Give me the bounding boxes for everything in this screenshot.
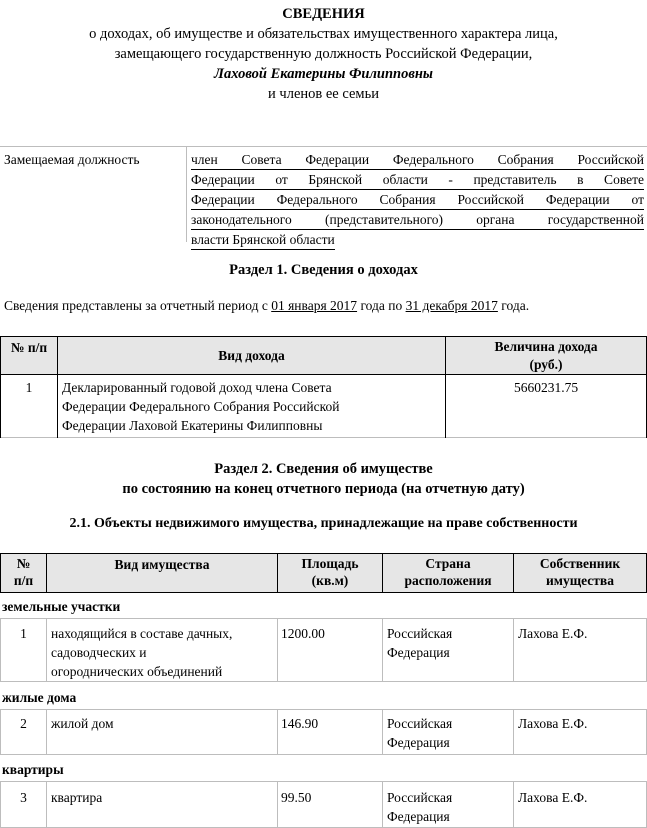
property-type-line: находящийся в составе дачных, <box>51 626 233 641</box>
position-label: Замещаемая должность <box>4 152 140 167</box>
period-suffix: года. <box>497 298 530 313</box>
period-from: 01 января 2017 <box>271 298 358 313</box>
property-row-border <box>0 681 647 682</box>
property-row-border <box>382 618 383 682</box>
property-country-line: Российская <box>387 790 453 805</box>
income-header-amount-line: (руб.) <box>529 357 563 372</box>
property-row-area: 1200.00 <box>281 626 325 641</box>
income-table-border <box>0 374 647 375</box>
property-header-type: Вид имущества <box>114 557 210 572</box>
property-row-border <box>382 781 383 828</box>
property-row-border <box>0 781 647 782</box>
position-value <box>191 150 644 250</box>
property-row-owner: Лахова Е.Ф. <box>518 716 588 731</box>
property-row-border <box>46 781 47 828</box>
income-header-num: № п/п <box>10 340 48 355</box>
income-row-amount: 5660231.75 <box>513 380 579 395</box>
property-row-area: 99.50 <box>281 790 312 805</box>
document-header <box>0 4 647 104</box>
property-country-line: Российская <box>387 626 453 641</box>
period-prefix: Сведения представлены за отчетный период с <box>4 298 272 313</box>
property-row-country <box>387 788 452 826</box>
position-line: Федерации от Брянской области - представитель в Совете <box>191 170 644 190</box>
position-top-border <box>0 146 647 147</box>
property-row-country <box>387 714 452 752</box>
property-header-num <box>1 555 46 589</box>
header-line-1: о доходах, об имуществе и обязательствах имущественного характера лица, <box>89 26 558 42</box>
property-row-border <box>513 781 514 828</box>
income-row-num: 1 <box>25 380 33 395</box>
income-type-line: Декларированный годовой доход члена Совета <box>62 380 332 395</box>
property-header-line: Площадь <box>301 556 359 571</box>
property-header-line: расположения <box>404 573 492 588</box>
property-row-border <box>0 709 647 710</box>
document-title: СВЕДЕНИЯ <box>282 6 365 22</box>
property-row-border <box>46 709 47 755</box>
property-header-line: Страна <box>425 556 471 571</box>
section-2-title-line: Раздел 2. Сведения об имуществе <box>214 461 433 477</box>
income-table-border <box>0 437 647 438</box>
property-row-border <box>382 709 383 755</box>
section-1-title: Раздел 1. Сведения о доходах <box>229 262 418 278</box>
property-type-line: огороднических объединений <box>51 664 223 679</box>
property-header-line: Собственник <box>539 556 621 571</box>
property-header-line: п/п <box>13 573 34 588</box>
property-row-type: квартира <box>51 790 103 805</box>
income-type-line: Федерации Федерального Собрания Российской <box>62 399 340 414</box>
header-line-2: замещающего государственную должность Российской Федерации, <box>114 46 533 62</box>
position-line: законодательного (представительного) органа государственной <box>191 210 644 230</box>
property-row-num: 3 <box>20 790 27 805</box>
property-row-border <box>277 618 278 682</box>
property-row-owner: Лахова Е.Ф. <box>518 626 588 641</box>
property-country-line: Российская <box>387 716 453 731</box>
group-label-apartments: квартиры <box>2 762 64 777</box>
property-row-border <box>0 618 647 619</box>
property-header-owner <box>514 555 646 589</box>
property-header-line: имущества <box>546 573 614 588</box>
period-to: 31 декабря 2017 <box>405 298 498 313</box>
group-label-land: земельные участки <box>2 599 121 614</box>
property-row-num: 1 <box>20 626 27 641</box>
property-row-border <box>46 618 47 682</box>
property-row-num: 2 <box>20 716 27 731</box>
property-header-country <box>383 555 513 589</box>
position-line: член Совета Федерации Федерального Собрания Российской <box>191 150 644 170</box>
group-label-houses: жилые дома <box>2 690 77 705</box>
reporting-period <box>4 298 529 314</box>
property-type-line: садоводческих и <box>51 645 147 660</box>
declarant-name: Лаховой Екатерины Филипповны <box>214 66 433 82</box>
property-row-border <box>0 754 647 755</box>
position-line: власти Брянской области <box>191 230 335 250</box>
property-country-line: Федерация <box>387 735 450 750</box>
property-table-border <box>0 553 647 554</box>
property-row-border <box>513 709 514 755</box>
income-header-type: Вид дохода <box>218 348 285 363</box>
position-line: Федерации Федерального Собрания Российской Федерации от <box>191 190 644 210</box>
section-2-title <box>0 459 647 499</box>
property-row-owner: Лахова Е.Ф. <box>518 790 588 805</box>
income-row-type <box>62 378 442 435</box>
property-row-type: жилой дом <box>51 716 114 731</box>
header-line-4: и членов ее семьи <box>268 86 379 102</box>
income-type-line: Федерации Лаховой Екатерины Филипповны <box>62 418 323 433</box>
position-divider <box>186 146 187 242</box>
property-table-border <box>0 592 647 593</box>
property-row-area: 146.90 <box>281 716 319 731</box>
property-country-line: Федерация <box>387 809 450 824</box>
section-2-1-subtitle: 2.1. Объекты недвижимого имущества, принадлежащие на праве собственности <box>69 516 578 531</box>
property-country-line: Федерация <box>387 645 450 660</box>
income-table-border <box>0 336 647 337</box>
income-header-amount <box>446 338 646 374</box>
property-header-line: № <box>16 556 31 571</box>
property-row-type <box>51 624 275 681</box>
property-header-line: (кв.м) <box>311 573 349 588</box>
property-row-border <box>513 618 514 682</box>
income-header-amount-line: Величина дохода <box>494 339 598 354</box>
property-row-country <box>387 624 452 662</box>
property-row-border <box>277 781 278 828</box>
property-row-border <box>277 709 278 755</box>
section-2-title-line: по состоянию на конец отчетного периода (на отчетную дату) <box>122 481 525 497</box>
period-mid: года по <box>357 298 406 313</box>
property-header-area <box>278 555 382 589</box>
